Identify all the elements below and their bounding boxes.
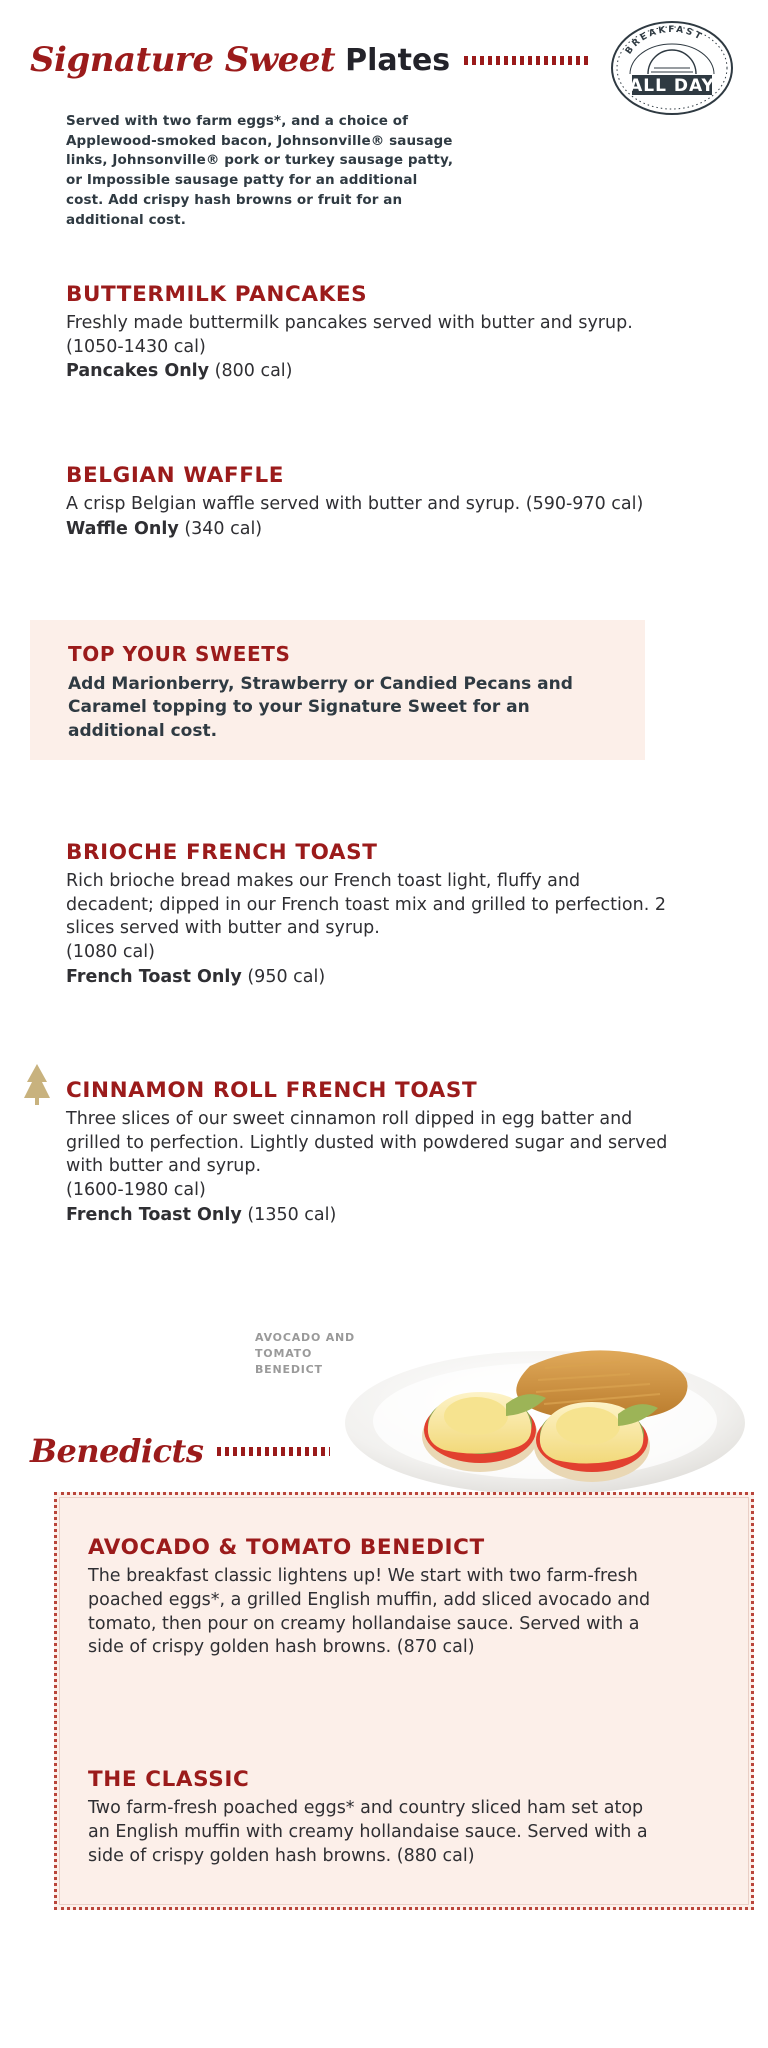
item-description: A crisp Belgian waffle served with butter and syrup. (590-970 cal) xyxy=(66,494,644,514)
item-name: THE CLASSIC xyxy=(88,1767,250,1792)
callout-body: Add Marionberry, Strawberry or Candied Pecans and Caramel topping to your Signature Sweet for an additional cost. xyxy=(68,674,573,741)
item-only-line xyxy=(66,360,646,384)
item-only-label: Waffle Only xyxy=(66,518,179,539)
menu-item-the-classic xyxy=(88,1767,658,1868)
item-only-calories: (340 cal) xyxy=(184,518,263,539)
svg-text:ALL DAY: ALL DAY xyxy=(629,76,715,96)
benedicts-header xyxy=(30,1430,330,1472)
item-only-line xyxy=(66,1204,686,1228)
breakfast-all-day-badge-icon xyxy=(608,18,736,118)
avocado-tomato-benedict-photo xyxy=(330,1318,750,1503)
item-only-label: French Toast Only xyxy=(66,966,242,987)
item-only-calories: (800 cal) xyxy=(214,361,293,382)
item-only-calories: (950 cal) xyxy=(247,966,326,987)
item-only-label: Pancakes Only xyxy=(66,361,210,382)
item-only-line xyxy=(66,966,666,990)
item-description: Rich brioche bread makes our French toast light, fluffy and decadent; dipped in our French toast mix and grilled to perfection. 2 slices served with butter and syrup. xyxy=(66,871,666,939)
menu-item-avocado-tomato-benedict xyxy=(88,1535,668,1660)
item-calories: (1050-1430 cal) xyxy=(66,336,206,357)
item-name: CINNAMON ROLL FRENCH TOAST xyxy=(66,1078,478,1103)
photo-caption: AVOCADO AND TOMATO BENEDICT xyxy=(255,1331,355,1376)
callout-title: TOP YOUR SWEETS xyxy=(68,642,291,666)
top-your-sweets-callout xyxy=(30,620,645,760)
pine-tree-icon xyxy=(20,1062,54,1106)
item-description: Two farm-fresh poached eggs* and country sliced ham set atop an English muffin with creamy hollandaise sauce. Served with a side of crispy golden hash browns. (880 cal) xyxy=(88,1798,648,1866)
menu-item-buttermilk-pancakes xyxy=(66,282,646,384)
item-name: BRIOCHE FRENCH TOAST xyxy=(66,840,378,865)
item-name: BELGIAN WAFFLE xyxy=(66,463,285,488)
signature-sweet-plates-header xyxy=(30,36,590,84)
item-description: The breakfast classic lightens up! We start with two farm-fresh poached eggs*, a grilled English muffin, add sliced avocado and tomato, then pour on creamy hollandaise sauce. Served with a side of crispy golden hash browns. (870 cal) xyxy=(88,1566,651,1658)
section-intro-text: Served with two farm eggs*, and a choice of Applewood-smoked bacon, Johnsonville® sausage links, Johnsonville® pork or turkey sausage patty, or Impossible sausage patty for an additional cost. Add crispy hash browns or fruit for an additional cost. xyxy=(66,113,454,228)
item-only-line xyxy=(66,518,646,542)
menu-item-cinnamon-roll-french-toast xyxy=(66,1078,686,1227)
menu-item-brioche-french-toast xyxy=(66,840,666,989)
header-dotted-rule xyxy=(464,56,590,65)
item-only-calories: (1350 cal) xyxy=(247,1204,337,1225)
svg-text:BREAKFAST: BREAKFAST xyxy=(623,24,705,57)
item-calories: (1080 cal) xyxy=(66,941,155,962)
benedicts-script-title: Benedicts xyxy=(30,1432,204,1470)
item-description: Freshly made buttermilk pancakes served with butter and syrup. xyxy=(66,313,633,333)
item-only-label: French Toast Only xyxy=(66,1204,242,1225)
item-name: BUTTERMILK PANCAKES xyxy=(66,282,368,307)
section-plain-title: Plates xyxy=(345,42,451,78)
menu-item-belgian-waffle xyxy=(66,463,646,541)
item-name: AVOCADO & TOMATO BENEDICT xyxy=(88,1535,485,1560)
section-script-title: Signature Sweet xyxy=(30,40,336,80)
item-description: Three slices of our sweet cinnamon roll dipped in egg batter and grilled to perfection. Lightly dusted with powdered sugar and served with butter and syrup. xyxy=(66,1109,668,1177)
benedicts-dotted-rule xyxy=(217,1447,330,1456)
item-calories: (1600-1980 cal) xyxy=(66,1179,206,1200)
